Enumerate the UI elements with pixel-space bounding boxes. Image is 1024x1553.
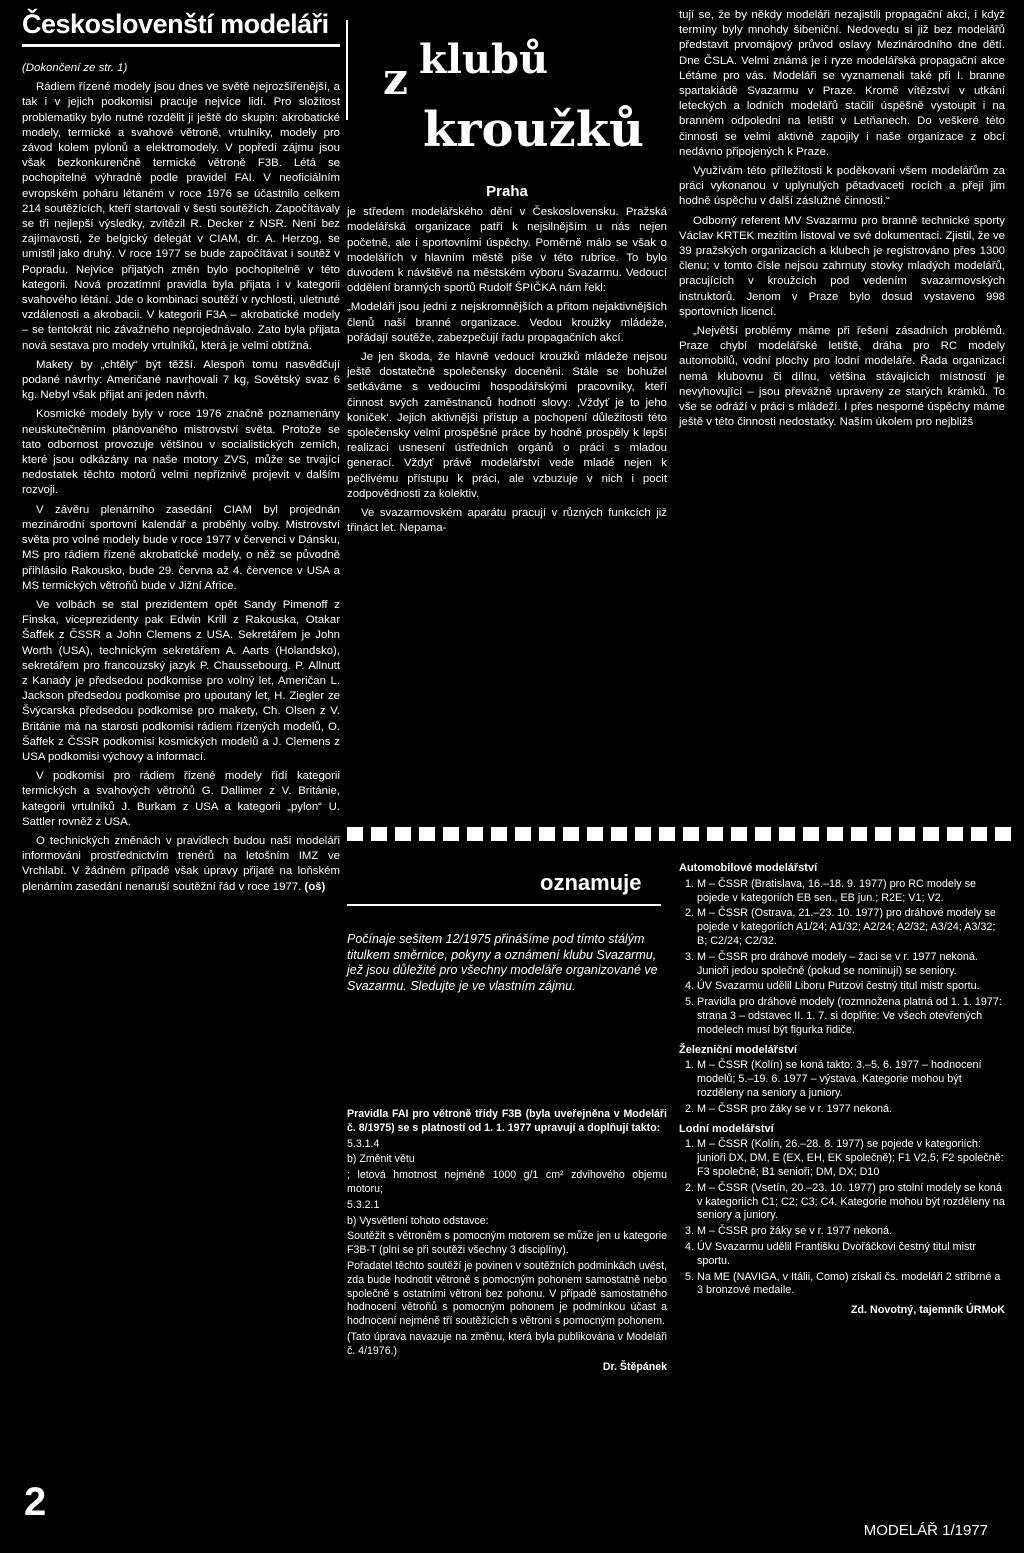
article-column-3 <box>679 8 1005 434</box>
paragraph: „Největší problémy máme při řešení zásadních problémů. Praze chybí modelářské letiště, dráha pro RC modely automobilů, vodní plochy pro lodní modeláře. Řada organizací nemá klubovnu či dílnu, většina stávajících místností je nevyhovující – jsou převážně upraveny ze starých krámků. To vše se odráží v práci s mládeží. I přes nesporné úspěchy máme ještě v této činnosti nedostatky. Naším úkolem pro nejbližš <box>679 325 1005 429</box>
rule-line: Pořadatel těchto soutěží je povinen v soutěžních podmínkách uvést, zda bude hodnotit větroně s pomocným pohonem samostatně nebo společně s ostatními větroni bez pohonu. V případě samostatného hodnocení větroňů s pomocným pohonem je podmínkou účast a hodnocení nejméně tří soutěžících s větroni s pomocným pohonem. <box>347 1259 667 1328</box>
announcement-intro: Počínaje sešitem 12/1975 přinášíme pod tímto stálým titulkem směrnice, pokyny a oznámení klubu Svazarmu, jež jsou důležité pro všechny modeláře organizované ve Svazarmu. Sledujte je ve vlastním zájmu. <box>347 932 658 993</box>
city-heading: Praha <box>486 183 528 200</box>
rule-line: (Tato úprava navazuje na změnu, která byla publikována v Modeláři č. 4/1976.) <box>347 1330 667 1357</box>
notices-signature: Zd. Novotný, tajemník ÚRMoK <box>850 1304 1005 1317</box>
page-footer: MODELÁŘ 1/1977 <box>863 1522 988 1539</box>
announcement-title: oznamuje <box>540 870 642 895</box>
quote: „Modeláři jsou jedni z nejskromnějších a přitom nejaktivnějších členů naší branné organizace. Vedou kroužky mládeže, pořádají soutěže, zabezpečují řadu propagačních akcí. <box>347 301 667 344</box>
paragraph: Makety by „chtěly“ být těžší. Alespoň tomu nasvědčují podané návrhy: Američané navrhovali 7 kg, Sovětský svaz 6 kg. Nebyl však přijat ani jeden návrh. <box>22 358 340 402</box>
list-item: 3. M – ČSSR pro žáky se v r. 1977 nekoná. <box>697 1225 1005 1239</box>
rule-line: Soutěžit s větroněm s pomocným motorem se může jen u kategorie F3B-T (plní se při soutěži všechny 3 disciplíny). <box>347 1230 667 1257</box>
title-z: z <box>383 54 408 105</box>
paragraph: Ve svazarmovském aparátu pracují v různých funkcích již třináct let. Nepama- <box>347 507 667 535</box>
article-column-1 <box>22 8 340 899</box>
section-title <box>347 28 667 178</box>
list-item: 4. ÚV Svazarmu udělil Františku Dvořáčkovi čestný titul mistr sportu. <box>697 1241 1005 1269</box>
notices <box>679 858 1005 1318</box>
rule-line: ; letová hmotnost nejméně 1000 g/1 cm² zdvihového objemu motoru; <box>347 1169 667 1195</box>
paragraph: Odborný referent MV Svazarmu pro branně technické sporty Václav KRTEK mezitím listoval ve své dokumentaci. Zjistil, že ve 39 pražských organizacích a klubech je registrováno přes 1300 členu; v tomto čísle nejsou zahrnuty stovky mladých modelářů, pracujících v kroužcích pod vedením svazarmovských instruktorů. Jenom v Praze bylo dosud vystaveno 998 sportovních licencí. <box>679 214 1005 318</box>
paragraph: Rádiem řízené modely jsou dnes ve světě nejrozšířenější, a tak i v jejich podkomisi pracuje nejvíce lidí. Pro složitost problematiky bylo nutné rozdělit ji ještě do skupin: akrobatické modely, termické a svahové větroně, vrtulníky, modely pro závod kolem pylonů a elektromodely. V popředí zájmu jsou však bezkonkurenčně termické větroně F3B. Létá se pochopitelné výhradně podle pravidel FAI. V neoficiálním evropském poháru létaném v roce 1976 se účastnilo celkem 214 soutěžících, kteří startovali v šesti soutěžích. Započítávaly se tři nejlepší výsledky, zvítězil R. Decker z NSR. Není bez zajímavosti, že belgický delegát v CIAM, dr. A. Herzog, se umístil jako druhý. V roce 1977 se bude započítávat i soutěž v Popradu. Nejvíce přijatých změn bylo pochopitelně v této kategorii. Nová prozatímní pravidla byla přijata i v kategorii svahového létání. Jde o kombinaci soutěží v rychlosti, uletnuté vzdálenosti a akrobacii. V kategorii F3A – akrobatické modely – se tentokrát nic závažného neprojednávalo. Zato byla přijata nová sestava pro modely vrtulníků, která je velmi obtížná. <box>22 81 340 352</box>
list-item: 5. Pravidla pro dráhové modely (rozmnožena platná od 1. 1. 1977: strana 3 – odstavec II. 1. 7. si doplňte: Ve všech otevřených modelech musí být figurka řidiče. <box>697 996 1005 1037</box>
notice-list <box>679 1059 1005 1116</box>
title-klubu: klubů <box>419 36 549 83</box>
headline-rule <box>22 44 340 47</box>
decorative-bar-row <box>347 827 1024 841</box>
list-item: 2. M – ČSSR (Ostrava, 21.–23. 10. 1977) pro dráhové modely se pojede v kategoriích A1/24; A1/32; A2/24; A2/32; A3/24; A3/32; B; C2/24; C2/32. <box>697 907 1005 948</box>
paragraph: Ve volbách se stal prezidentem opět Sandy Pimenoff z Finska, viceprezidenty pak Edwin Krill z Rakouska, Otakar Šaffek z ČSSR a John Clemens z USA. Sekretářem je John Worth (USA), technickým sekretářem A. Aarts (Holandsko), sekretářem pro francouzský jazyk P. Chaussebourg. P. Allnutt z Kanady je předsedou podkomise pro volný let, Američan L. Jackson předsedou podkomise pro upoutaný let, H. Ziegler ze Švýcarska předsedou podkomise pro makety, Ch. Olsen z V. Británie má na starosti podkomisi rádiem řízených modelů, O. Šaffek z ČSSR podkomisi kosmických modelů a J. Clemens z USA podkomisi výchovy a informací. <box>22 598 340 763</box>
rule-line: 5.3.1.4 <box>347 1137 380 1150</box>
list-item: 1. M – ČSSR (Kolín) se koná takto: 3.–5. 6. 1977 – hodnocení modelů; 5.–19. 6. 1977 – výstava. Kategorie mohou být rozděleny na seniory a juniory. <box>697 1059 1005 1100</box>
rules-lead: Pravidla FAI pro větroně třídy F3B (byla uveřejněna v Modeláři č. 8/1975) se s platností od 1. 1. 1977 upravují a doplňují takto: <box>347 1108 667 1134</box>
announcement-rules <box>347 1108 667 1376</box>
article-headline: Českoslovenští modeláři <box>22 9 329 39</box>
notice-list <box>679 878 1005 1038</box>
list-item: 5. Na ME (NAVIGA, v Itálii, Como) získali čs. modeláři 2 stříbrné a 3 bronzové medaile. <box>697 1271 1005 1299</box>
paragraph: Využívám této příležitosti k poděkovani všem modelářům za práci vykonanou v uplynulých pětadvaceti rocích a přeji jim hodně úspěchu v další záslužné činnosti.“ <box>679 165 1005 208</box>
paragraph: V závěru plenárního zasedání CIAM byl projednán mezinárodní sportovní kalendář a proběhly volby. Mistrovství světa pro volné modely bude v roce 1977 v červenci v Dánsku, MS pro rádiem řízené akrobatické modely, o něž se původně přihlásilo Rakousko, bude 29. června až 4. července v USA a MS termických větroňů bude v Jižní Africe. <box>22 503 340 592</box>
announcement-rule <box>347 904 661 906</box>
list-item: 1. M – ČSSR (Kolín, 26.–28. 8. 1977) se pojede v kategoriích: junioři DX, DM, E (EX, EH, EK společně); F1 V2,5; F2 společně: F3 společně; B1 senioři; DM, DX; D10 <box>697 1138 1005 1179</box>
paragraph: V podkomisi pro rádiem řízené modely řídí kategorii termických a svahových větroňů G. Dallimer z V. Británie, kategorii vrtulníků J. Burkam z USA a kategorii „pylon“ U. Sattler rovněž z USA. <box>22 770 340 828</box>
paragraph: je středem modelářského dění v Československu. Pražská modelářská organizace patří k nejsilnějším u nás nejen početně, ale i sportovními úspěchy. Poměrně málo se však o modelářích v hlavním městě píše v této rubrice. To bylo duvodem k návštěvě na městském výboru Svazarmu. Vedoucí oddělení branných sportů Rudolf ŠPIČKA nám řekl: <box>347 206 667 295</box>
list-item: 2. M – ČSSR (Vsetín, 20.–23. 10. 1977) pro stolní modely se koná v kategoriích C1; C2; C3; C4. Kategorie mohou být rozděleny na seniory a juniory. <box>697 1182 1005 1223</box>
rule-line: 5.3.2.1 <box>347 1198 380 1211</box>
paragraph-text: O technických změnách v pravidlech budou naši modeláři informováni prostřednictvím trenérů na letošním IMZ ve Vrchlabí. V žádném případě však úpravy přijaté na loňském plenárním zasedání nenaruší soutěžní řád v roce 1977. <box>22 834 340 893</box>
list-item: 1. M – ČSSR (Bratislava, 16.–18. 9. 1977) pro RC modely se pojede v kategoriích EB sen., EB jun.; R2E; V1; V2. <box>697 878 1005 906</box>
list-item: 2. M – ČSSR pro žáky se v r. 1977 nekoná. <box>697 1103 1005 1117</box>
rule-line: b) Změnit větu <box>347 1153 415 1166</box>
list-item: 4. ÚV Svazarmu udělil Liboru Putzovi čestný titul mistr sportu. <box>697 980 1005 994</box>
rule-line: b) Vysvětlení tohoto odstavce: <box>347 1214 489 1227</box>
title-krouzku: kroužků <box>423 102 644 158</box>
notice-heading: Železniční modelářství <box>679 1043 797 1056</box>
page-number: 2 <box>24 1480 47 1524</box>
notice-heading: Automobilové modelářství <box>679 862 818 874</box>
article-column-2 <box>347 28 667 540</box>
paragraph: Kosmické modely byly v roce 1976 značně poznamenány neuskutečněním plánovaného mistrovství světa. Protože se tato odbornost provozuje většinou v socialistických zemích, které jsou odkázány na naše motory ZVS, může se trvající nedostatek těchto motorů velmi nepříznivě projevit v dalším rozvoji. <box>22 408 340 497</box>
rules-signature: Dr. Štěpánek <box>602 1360 667 1373</box>
notice-list <box>679 1138 1005 1298</box>
author-signoff: (oš) <box>304 880 326 893</box>
list-item: 3. M – ČSSR pro dráhové modely – žaci se v r. 1977 nekoná. Junioři jedou společně (pokud se nominují) se seniory. <box>697 951 1005 979</box>
paragraph: Je jen škoda, že hlavně vedoucí kroužků mládeže nejsou ještě dostatečně společensky doceněni. Stále se bohužel setkáváme s vedoucími hospodářskými pracovníky, kteří činnost svých zaměstnanců hodnotí slovy: ‚Vždyť je to jeho koníček‘. Jejich aktivnějši přístup a pochopení důležitosti této společensky velmi prospěšné práce by hodně prospěly k lepší realizaci usnesení ústředních orgánů o práci s mladou generací. Vždyť právě modelářství vede mladé nejen k pečlivému přístupu k práci, ale vzbuzuje v nich i pocit zodpovědnosti za kolektiv. <box>347 351 667 500</box>
notice-heading: Lodní modelářství <box>679 1122 774 1135</box>
paragraph: tují se, že by někdy modeláři nezajistili propagační akci, i když termíny byly mnohdy šibeniční. Nedovedu si již bez modelářů představit prvomájový průvod oslavy Mezinárodního dne dětí. Dne ČSLA. Velmi známá je i ryze modelářská propagační akce Létáme pro vás. Modeláři se vyznamenali také při I. branne spartakiádě Svazarmu v Praze. Kromě vítězství v utkání leteckých a lodních modelářů stačili úspěšně vystoupit i na branném odpoledni na letišti v Letňanech. Do veškeré této činnosti se velmi aktivně zapojily i naše organizace z obcí nedávno připojených k Praze. <box>679 9 1005 158</box>
paragraph <box>22 834 340 895</box>
continuation-note: (Dokončení ze str. 1) <box>22 62 128 74</box>
